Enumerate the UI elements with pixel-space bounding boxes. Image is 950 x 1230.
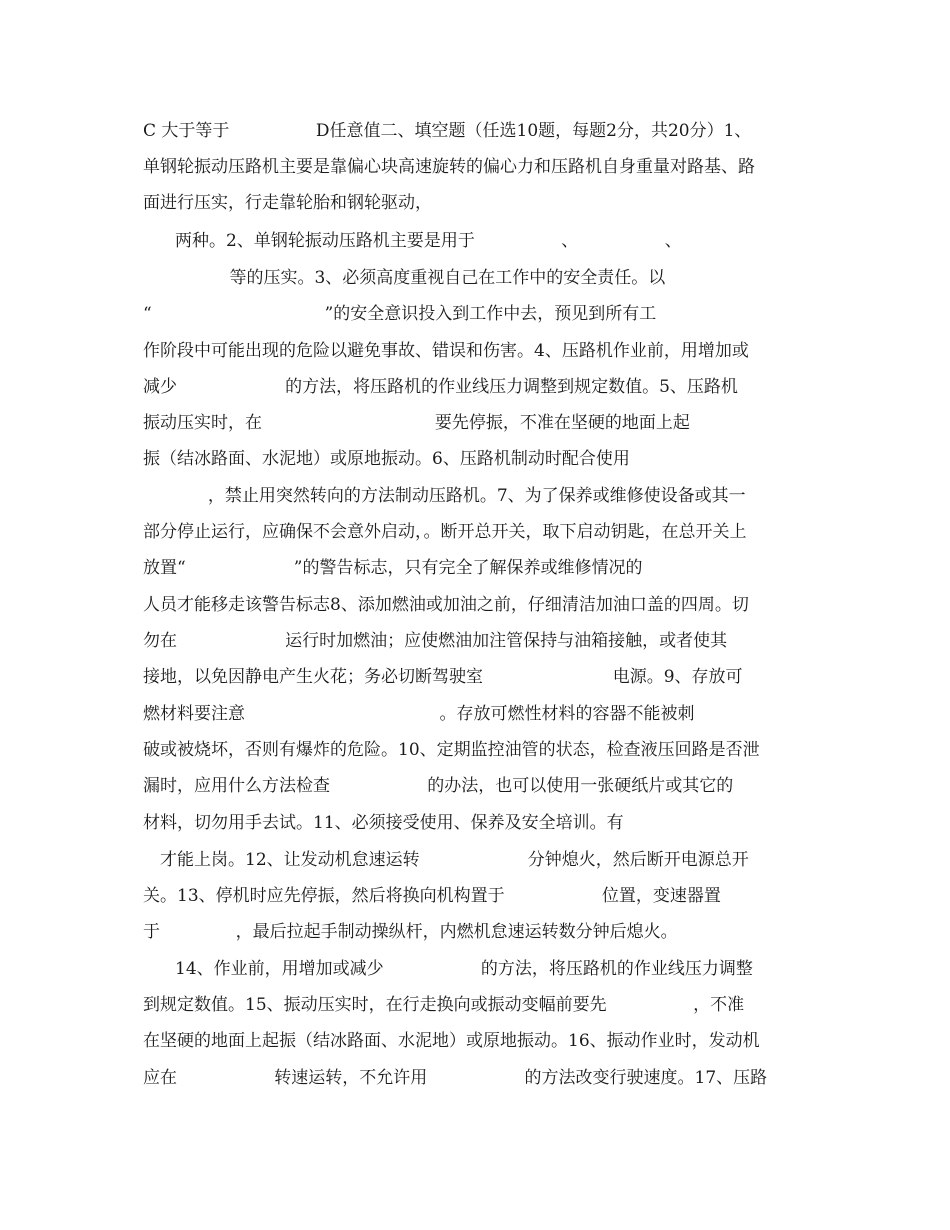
text-line-16: 接地，以免因静电产生火花；务必切断驾驶室 电源。9、存放可 xyxy=(143,667,743,687)
text-line-1: C 大于等于 D任意值二、填空题（任选10题，每题2分，共20分）1、 xyxy=(143,121,752,141)
text-line-6: “ ”的安全意识投入到工作中去，预见到所有工 xyxy=(143,304,657,324)
text-line-12: 部分停止运行，应确保不会意外启动，。断开总开关，取下启动钥匙，在总开关上 xyxy=(143,522,747,542)
text-line-13: 放置“ ”的警告标志，只有完全了解保养或维修情况的 xyxy=(143,558,643,578)
text-line-21: 才能上岗。12、让发动机怠速运转 分钟熄火，然后断开电源总开 xyxy=(160,850,749,870)
text-line-17: 燃材料要注意 。存放可燃性材料的容器不能被刺 xyxy=(143,704,695,724)
text-line-23: 于 ，最后拉起手制动操纵杆，内燃机怠速运转数分钟后熄火。 xyxy=(143,922,678,942)
text-line-24: 14、作业前，用增加或减少 的方法，将压路机的作业线压力调整 xyxy=(175,959,753,979)
text-line-3: 面进行压实，行走靠轮胎和钢轮驱动， xyxy=(143,193,432,213)
text-line-26: 在坚硬的地面上起振（结冰路面、水泥地）或原地振动。16、振动作业时，发动机 xyxy=(143,1031,760,1051)
text-line-15: 勿在 运行时加燃油；应使燃油加注管保持与油箱接触，或者使其 xyxy=(143,631,728,651)
text-line-5: 等的压实。3、必须高度重视自己在工作中的安全责任。以 xyxy=(143,268,666,288)
text-line-19: 漏时，应用什么方法检查 的办法，也可以使用一张硬纸片或其它的 xyxy=(143,776,734,796)
text-line-18: 破或被烧坏，否则有爆炸的危险。10、定期监控油管的状态，检查液压回路是否泄 xyxy=(143,740,760,760)
text-line-20: 材料，切勿用手去试。11、必须接受使用、保养及安全培训。有 xyxy=(143,813,624,833)
text-line-11: ，禁止用突然转向的方法制动压路机。7、为了保养或维修使设备或其一 xyxy=(143,486,746,506)
text-line-10: 振（结冰路面、水泥地）或原地振动。6、压路机制动时配合使用 xyxy=(143,449,630,469)
text-line-14: 人员才能移走该警告标志8、添加燃油或加油之前，仔细清洁加油口盖的四周。切 xyxy=(143,595,749,615)
text-line-25: 到规定数值。15、振动压实时，在行走换向或振动变幅前要先 ，不准 xyxy=(143,995,745,1015)
text-line-9: 振动压实时，在 要先停振，不准在坚硬的地面上起 xyxy=(143,413,690,433)
text-line-4: 两种。2、单钢轮振动压路机主要是用于 、 、 xyxy=(175,231,682,251)
text-line-8: 减少 的方法，将压路机的作业线压力调整到规定数值。5、压路机 xyxy=(143,377,738,397)
text-line-2: 单钢轮振动压路机主要是靠偏心块高速旋转的偏心力和压路机自身重量对路基、路 xyxy=(143,157,755,177)
text-line-22: 关。13、停机时应先停振，然后将换向机构置于 位置，变速器置 xyxy=(143,886,721,906)
text-line-7: 作阶段中可能出现的危险以避免事故、错误和伤害。4、压路机作业前，用增加或 xyxy=(143,341,749,361)
text-line-27: 应在 转速运转，不允许用 的方法改变行驶速度。17、压路 xyxy=(143,1068,768,1088)
